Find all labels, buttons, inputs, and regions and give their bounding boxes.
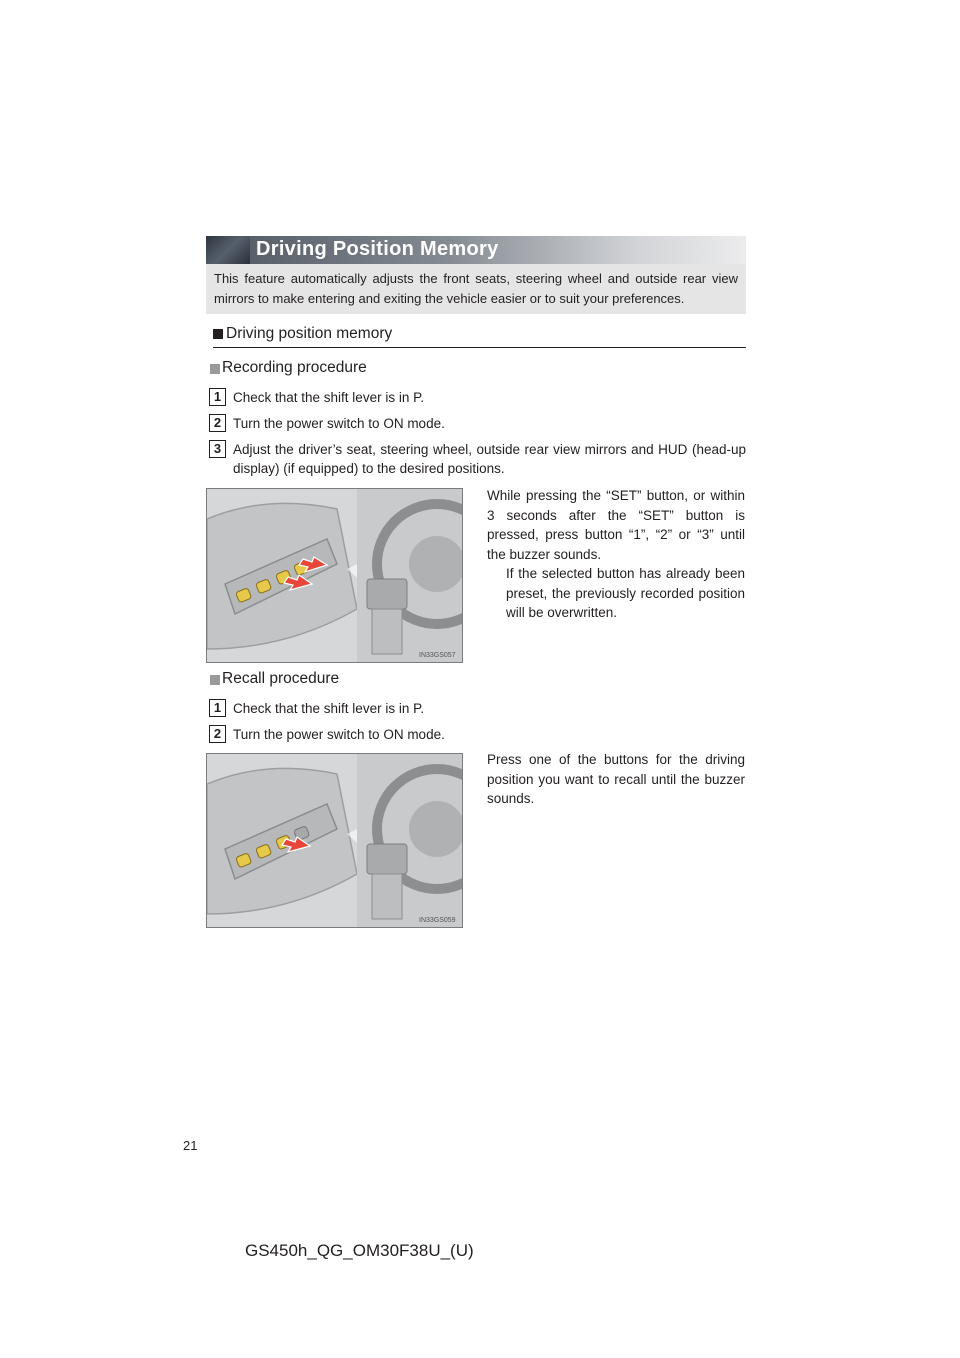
memory-buttons-recall-illustration — [206, 753, 463, 928]
section-bullet — [213, 329, 223, 339]
step-note: If the selected button has already been preset, the previously recorded position will be overwritten. — [506, 566, 745, 620]
step-number: 3 — [209, 440, 226, 458]
step-number: 2 — [209, 414, 226, 432]
step-text: Press one of the buttons for the driving position you want to recall until the buzzer sounds. — [487, 752, 745, 806]
step-text: Turn the power switch to ON mode. — [233, 416, 445, 431]
subheading-bullet — [210, 364, 220, 374]
section-divider — [213, 347, 746, 348]
step-text: Check that the shift lever is in P. — [233, 701, 425, 716]
step-text: Check that the shift lever is in P. — [233, 390, 425, 405]
page-number: 21 — [183, 1138, 198, 1153]
recording-heading: Recording procedure — [222, 359, 367, 376]
step-text: Turn the power switch to ON mode. — [233, 727, 445, 742]
memory-buttons-set-illustration — [206, 488, 463, 663]
recall-heading: Recall procedure — [222, 670, 340, 687]
section-heading: Driving position memory — [226, 325, 393, 342]
title-thumbnail-image — [206, 236, 250, 264]
step-text: While pressing the “SET” button, or within 3 seconds after the “SET” button is pressed, press button “1”, “2” or “3” until the buzzer sounds. — [487, 488, 745, 562]
intro-text: This feature automatically adjusts the front seats, steering wheel and outside rear view mirrors to make entering and exiting the vehicle easier or to suit your preferences. — [214, 271, 738, 306]
page-title: Driving Position Memory — [256, 238, 499, 260]
figure-code: IN33GS057 — [419, 652, 456, 659]
step-number: 1 — [209, 699, 226, 717]
subheading-bullet — [210, 675, 220, 685]
step-number: 2 — [209, 725, 226, 743]
figure-code: IN33GS059 — [419, 917, 456, 924]
step-text: Adjust the driver’s seat, steering wheel, outside rear view mirrors and HUD (head-up display) (if equipped) to the desired positions. — [233, 442, 746, 476]
document-code: GS450h_QG_OM30F38U_(U) — [245, 1241, 474, 1260]
step-number: 1 — [209, 388, 226, 406]
